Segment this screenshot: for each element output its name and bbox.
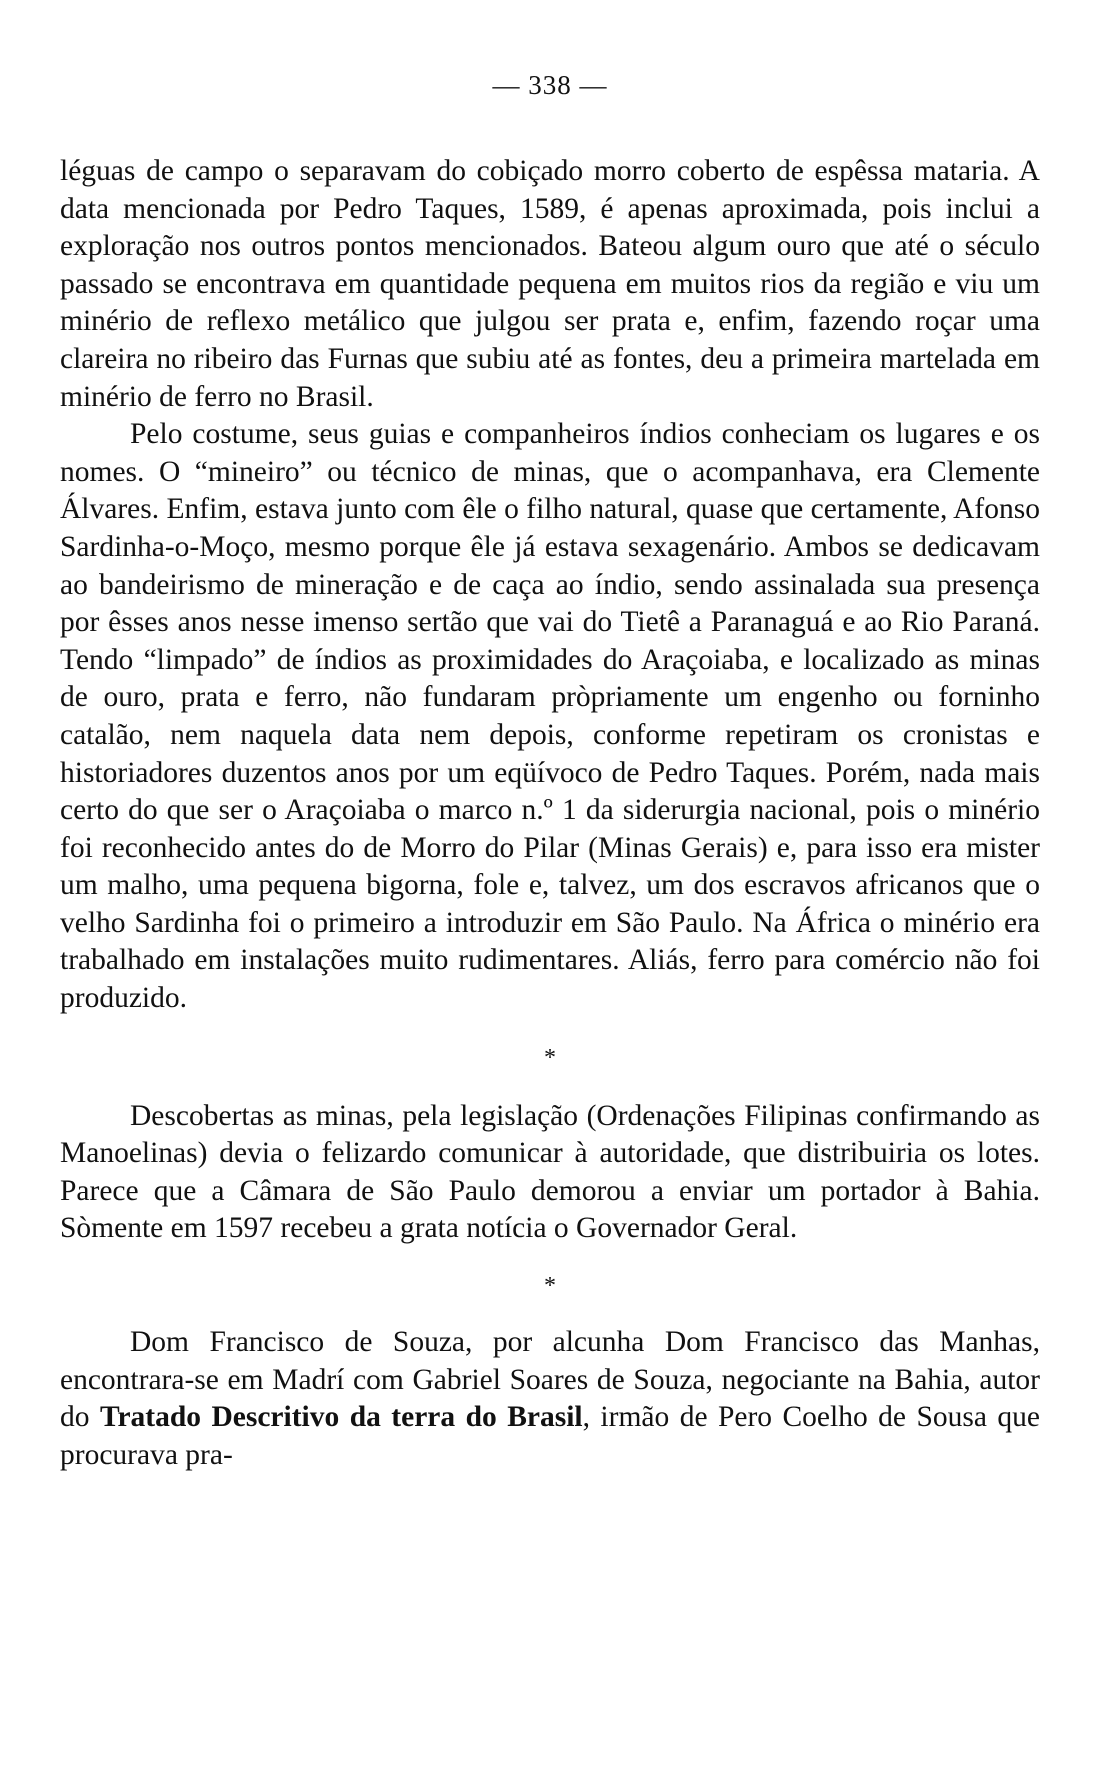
section-separator-1 [60,1018,1040,1098]
asterisk-icon: * [544,1273,556,1300]
paragraph-4 [60,1324,1040,1474]
asterisk-icon: * [544,1044,556,1071]
paragraph-2: Pelo costume, seus guias e companheiros índios conheciam os lugares e os nomes. O “mineiro” ou técnico de minas, que o acompanhava, era Clemente Álvares. Enfim, estava junto com êle o filho natural, quase que certamente, Afonso Sardinha-o-Moço, mesmo porque êle já estava sexagenário. Ambos se dedicavam ao bandeirismo de mineração e de caça ao índio, sendo assinalada sua presença por êsses anos nesse imenso sertão que vai do Tietê a Paranaguá e ao Rio Paraná. Tendo “limpado” de índios as proximidades do Araçoiaba, e localizado as minas de ouro, prata e ferro, não fundaram pròpriamente um engenho ou forninho catalão, nem naquela data nem depois, conforme repetiram os cronistas e historiadores duzentos anos por um eqüívoco de Pedro Taques. Porém, nada mais certo do que ser o Araçoiaba o marco n.º 1 da siderurgia nacional, pois o minério foi reconhecido antes do de Morro do Pilar (Minas Gerais) e, para isso era mister um malho, uma pequena bigorna, fole e, talvez, um dos escravos africanos que o velho Sardinha foi o primeiro a introduzir em São Paulo. Na África o minério era trabalhado em instalações muito rudimentares. Aliás, ferro para comércio não foi produzido. [60,418,1040,1015]
page-number: — 338 — [492,70,608,100]
paragraph-3: Descobertas as minas, pela legislação (Ordenações Filipinas confirmando as Manoelinas) devia o felizardo comunicar à autoridade, que distribuiria os lotes. Parece que a Câmara de São Paulo demorou a enviar um portador à Bahia. Sòmente em 1597 recebeu a grata notícia o Governador Geral. [60,1099,1040,1245]
book-page [60,70,1040,1474]
paragraph-4-text-start: Dom Francisco de Souza, por alcunha Dom Francisco das Manhas, encontrara-se em Madrí com Gabriel Soares de Souza, negociante na Bahia, autor do [60,1326,1040,1434]
paragraph-4-text-end: , irmão de Pero Coelho de Sousa que procurava pra- [60,1401,1040,1471]
book-title-bold: Tratado Descritivo da terra do Brasil [99,1401,583,1434]
section-separator-2 [60,1248,1040,1324]
paragraph-1: léguas de campo o separavam do cobiçado morro coberto de espêssa mataria. A data mencionada por Pedro Taques, 1589, é apenas aproximada, pois inclui a exploração nos outros pontos mencionados. Bateou algum ouro que até o século passado se encontrava em quantidade pequena em muitos rios da região e viu um minério de reflexo metálico que julgou ser prata e, enfim, fazendo roçar uma clareira no ribeiro das Furnas que subiu até as fontes, deu a primeira martelada em minério de ferro no Brasil. [60,155,1040,413]
